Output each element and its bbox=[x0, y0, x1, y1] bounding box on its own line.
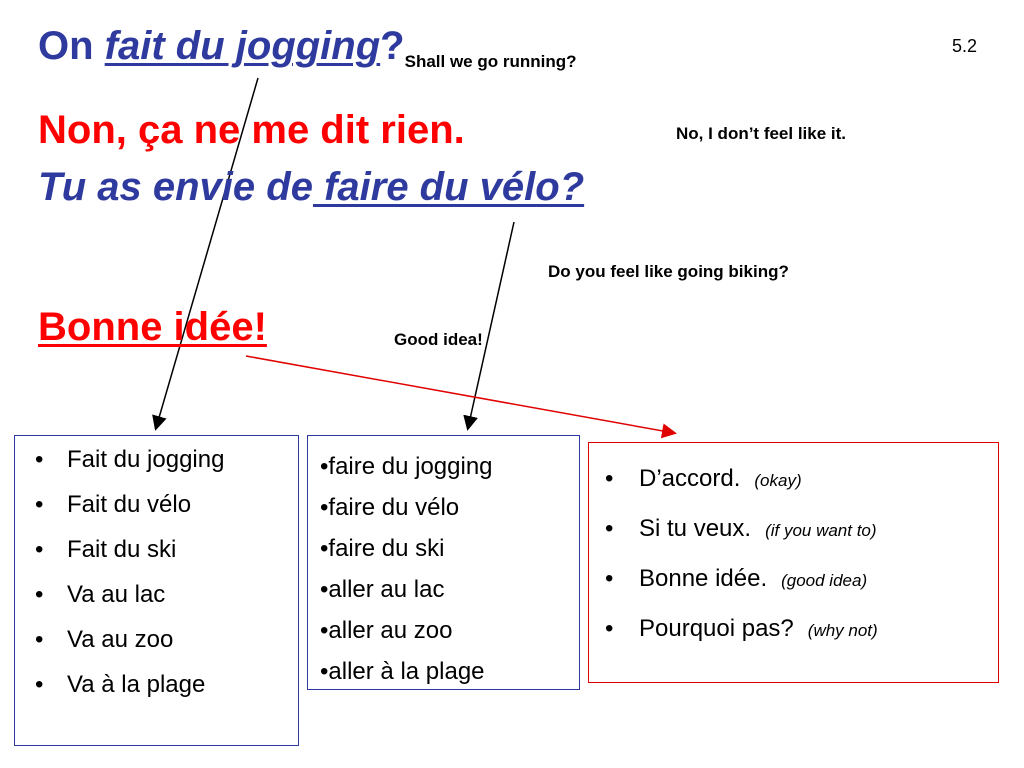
list-item: • Fait du jogging bbox=[27, 444, 297, 475]
dialogue-line-1 bbox=[38, 26, 577, 70]
line3-prefix: Tu as envie de bbox=[38, 165, 313, 209]
arrow-bonne-idee bbox=[246, 356, 674, 433]
list-item bbox=[320, 651, 579, 692]
list-item-text: aller à la plage bbox=[328, 658, 485, 685]
on-forms-box bbox=[14, 435, 299, 746]
list-item bbox=[601, 455, 998, 505]
line4-translation: Good idea! bbox=[394, 330, 483, 349]
list-item bbox=[320, 569, 579, 610]
response-note: (okay) bbox=[754, 471, 802, 490]
responses-box bbox=[588, 442, 999, 683]
list-item-text: faire du vélo bbox=[328, 494, 460, 521]
response-phrase: Bonne idée. bbox=[639, 565, 768, 592]
line3-emphasis: faire du vélo? bbox=[312, 165, 585, 209]
list-item bbox=[601, 505, 998, 555]
list-item bbox=[320, 610, 579, 651]
list-item bbox=[320, 446, 579, 487]
infinitives-box bbox=[307, 435, 580, 690]
response-note: (good idea) bbox=[781, 571, 868, 590]
list-item-text: aller au zoo bbox=[328, 617, 453, 644]
slide-number: 5.2 bbox=[952, 36, 978, 56]
line1-prefix: On bbox=[38, 24, 105, 68]
line1-translation: Shall we go running? bbox=[404, 52, 577, 71]
list-item bbox=[320, 528, 579, 569]
response-phrase: D’accord. bbox=[639, 465, 741, 492]
list-item bbox=[320, 487, 579, 528]
list-item: • Fait du vélo bbox=[27, 489, 297, 520]
response-phrase: Pourquoi pas? bbox=[639, 615, 794, 642]
list-item: • Va à la plage bbox=[27, 669, 297, 700]
list-item bbox=[601, 605, 998, 655]
list-item-text: aller au lac bbox=[328, 576, 445, 603]
list-item-text: faire du ski bbox=[328, 535, 445, 562]
response-phrase: Si tu veux. bbox=[639, 515, 752, 542]
line1-suffix: ? bbox=[380, 24, 405, 68]
list-item-text: faire du jogging bbox=[328, 453, 493, 480]
list-item: • Va au lac bbox=[27, 579, 297, 610]
list-item: • Va au zoo bbox=[27, 624, 297, 655]
list-item: • Fait du ski bbox=[27, 534, 297, 565]
dialogue-line-2: Non, ça ne me dit rien. bbox=[38, 108, 465, 152]
response-note: (why not) bbox=[807, 621, 878, 640]
line1-emphasis: fait du jogging bbox=[104, 24, 381, 68]
line3-translation: Do you feel like going biking? bbox=[548, 262, 789, 281]
response-note: (if you want to) bbox=[765, 521, 877, 540]
dialogue-line-4: Bonne idée! bbox=[38, 305, 267, 349]
list-item bbox=[601, 555, 998, 605]
line2-translation: No, I don’t feel like it. bbox=[676, 124, 847, 143]
dialogue-line-3 bbox=[38, 167, 584, 207]
